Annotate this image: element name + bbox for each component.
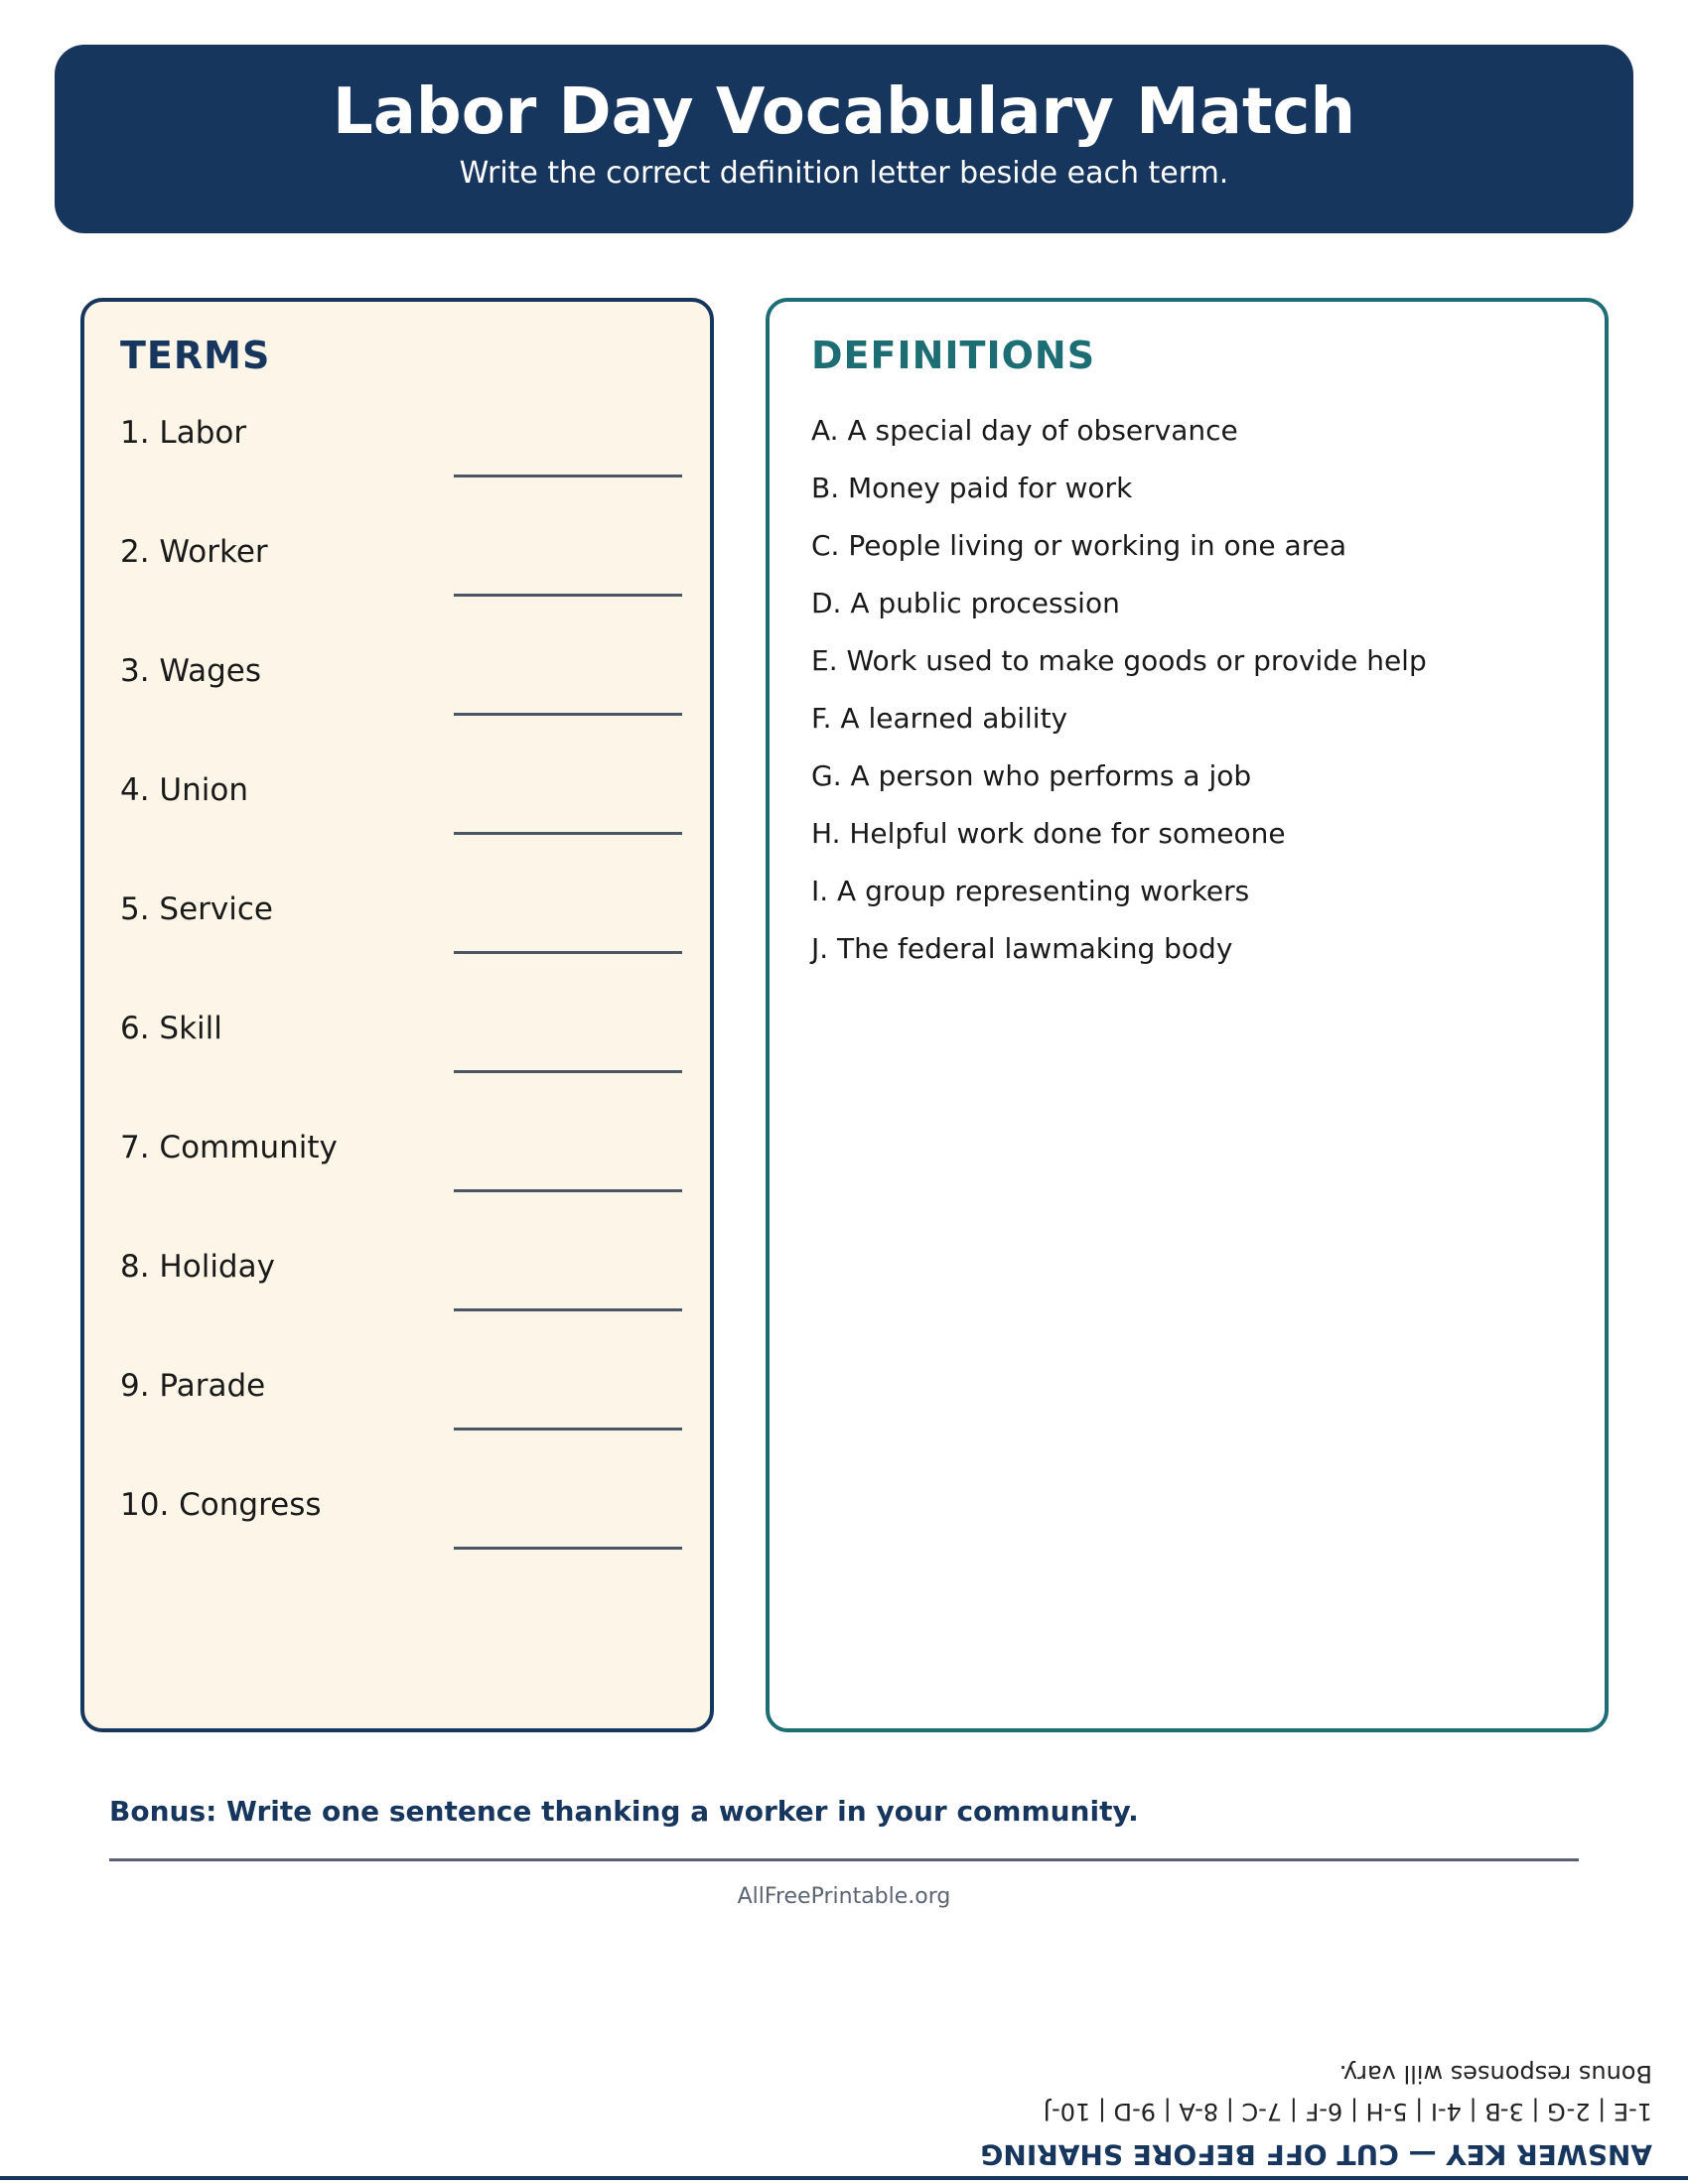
bonus-answer-line[interactable] (109, 1858, 1579, 1861)
term-label: 5. Service (120, 891, 274, 927)
footer-site-credit: AllFreePrintable.org (737, 1884, 951, 1909)
bottom-divider (0, 2176, 1688, 2180)
terms-panel (80, 298, 714, 1732)
term-row (120, 770, 676, 850)
term-row (120, 1485, 676, 1565)
definition-item: B. Money paid for work (811, 472, 1133, 504)
bonus-prompt: Bonus: Write one sentence thanking a worker in your community. (109, 1795, 1139, 1828)
answer-blank-line[interactable] (454, 1547, 682, 1550)
answer-blank-line[interactable] (454, 1189, 682, 1192)
worksheet-title: Labor Day Vocabulary Match (332, 75, 1356, 149)
definition-item: C. People living or working in one area (811, 529, 1346, 562)
term-row (120, 889, 676, 969)
term-row (120, 1128, 676, 1207)
term-row (120, 1009, 676, 1088)
term-row (120, 413, 676, 492)
term-label: 10. Congress (120, 1487, 322, 1523)
answer-blank-line[interactable] (454, 1070, 682, 1073)
definition-item: H. Helpful work done for someone (811, 817, 1286, 850)
answer-blank-line[interactable] (454, 594, 682, 597)
answer-key-note: Bonus responses will vary. (1338, 2060, 1652, 2088)
term-label: 4. Union (120, 772, 248, 808)
answer-key-answers: 1-E | 2-G | 3-B | 4-I | 5-H | 6-F | 7-C | 8-A | 9-D | 10-J (1043, 2098, 1652, 2125)
answer-key-title: ANSWER KEY — CUT OFF BEFORE SHARING (980, 2138, 1652, 2171)
answer-key-section (0, 2045, 1688, 2174)
term-label: 2. Worker (120, 534, 268, 570)
term-row (120, 532, 676, 612)
definition-item: G. A person who performs a job (811, 759, 1252, 792)
definition-item: D. A public procession (811, 587, 1120, 619)
definitions-heading: DEFINITIONS (811, 334, 1096, 377)
term-row (120, 651, 676, 731)
definition-item: I. A group representing workers (811, 875, 1250, 907)
term-row (120, 1366, 676, 1445)
answer-blank-line[interactable] (454, 475, 682, 478)
answer-blank-line[interactable] (454, 1308, 682, 1311)
term-label: 6. Skill (120, 1011, 222, 1046)
answer-blank-line[interactable] (454, 951, 682, 954)
definition-item: E. Work used to make goods or provide help (811, 644, 1427, 677)
term-label: 1. Labor (120, 415, 247, 451)
term-label: 8. Holiday (120, 1249, 275, 1285)
term-label: 7. Community (120, 1130, 338, 1165)
definition-item: J. The federal lawmaking body (811, 932, 1233, 965)
answer-blank-line[interactable] (454, 713, 682, 716)
term-label: 3. Wages (120, 653, 261, 689)
worksheet-header (55, 45, 1633, 233)
term-label: 9. Parade (120, 1368, 266, 1404)
definition-item: A. A special day of observance (811, 414, 1238, 447)
term-row (120, 1247, 676, 1326)
worksheet-instructions: Write the correct definition letter beside each term. (459, 155, 1229, 191)
answer-blank-line[interactable] (454, 1428, 682, 1431)
terms-heading: TERMS (120, 334, 271, 377)
definition-item: F. A learned ability (811, 702, 1068, 735)
definitions-panel (766, 298, 1609, 1732)
definitions-list (811, 411, 1427, 987)
answer-blank-line[interactable] (454, 832, 682, 835)
